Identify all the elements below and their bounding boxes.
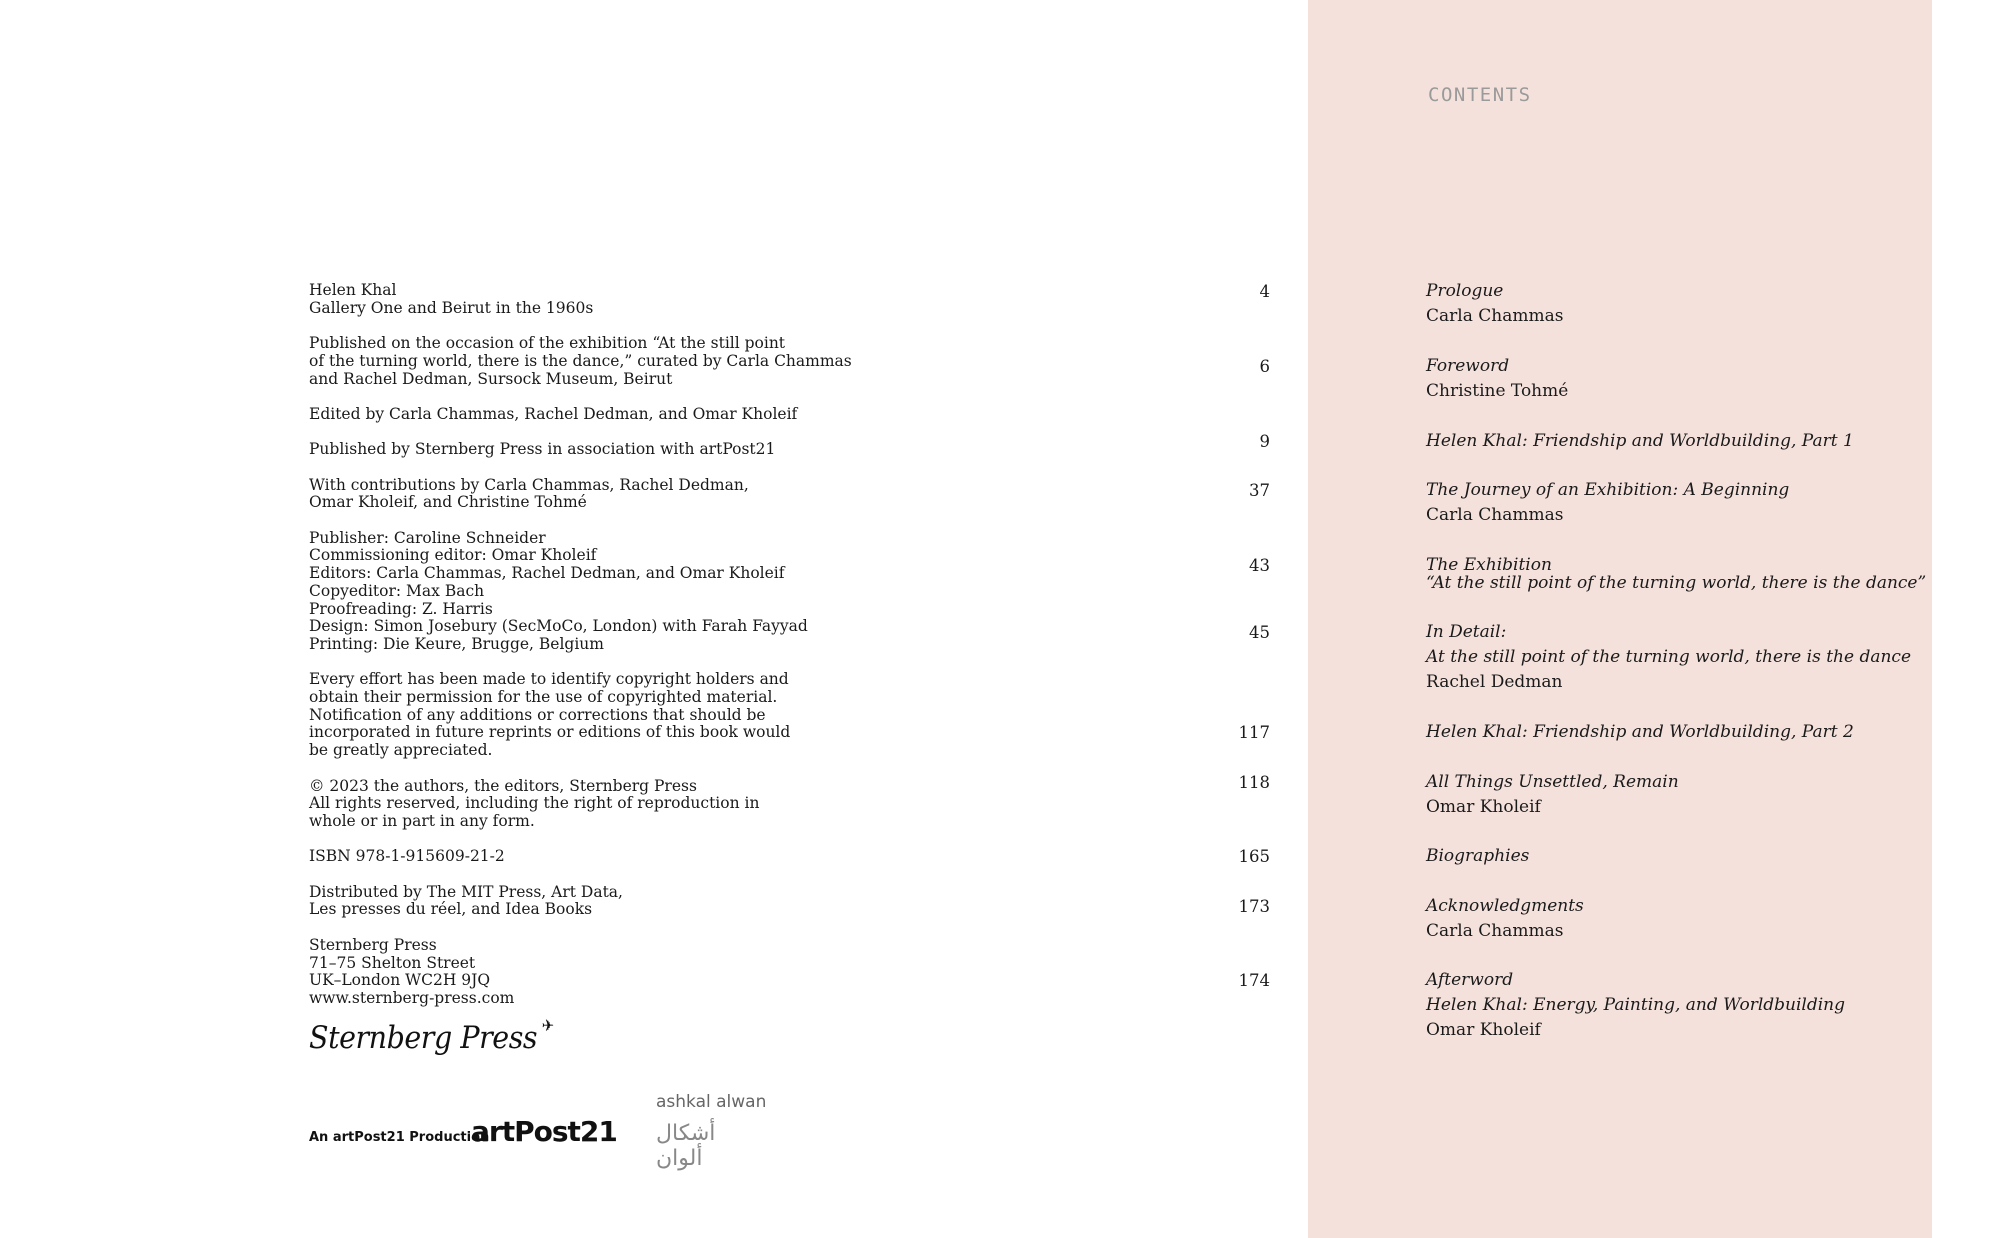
colophon (309, 282, 869, 1025)
toc-entry-acknowledgments (1426, 894, 1926, 944)
colophon-line: Notification of any additions or corrections that should be (309, 705, 766, 724)
toc-author: Carla Chammas (1426, 921, 1564, 941)
toc-author: Carla Chammas (1426, 306, 1564, 326)
toc-title: Helen Khal: Friendship and Worldbuilding, Part 1 (1426, 431, 1854, 451)
colophon-line: Publisher: Caroline Schneider (309, 528, 546, 547)
colophon-line: Copyeditor: Max Bach (309, 581, 485, 600)
colophon-line: Proofreading: Z. Harris (309, 599, 493, 618)
colophon-line: Published on the occasion of the exhibition “At the still point (309, 334, 786, 353)
ashkal-alwan-logo: ashkal alwan (656, 1092, 767, 1112)
colophon-line: of the turning world, there is the dance,” curated by Carla Chammas (309, 351, 852, 370)
colophon-line: and Rachel Dedman, Sursock Museum, Beirut (309, 369, 673, 388)
toc-title: In Detail: (1426, 622, 1507, 642)
toc-page-number: 6 (1259, 357, 1270, 376)
colophon-occasion (309, 335, 869, 388)
colophon-contributions (309, 477, 869, 512)
colophon-line: Distributed by The MIT Press, Art Data, (309, 882, 623, 901)
toc-title: All Things Unsettled, Remain (1426, 772, 1679, 792)
toc-entry-prologue (1426, 279, 1926, 329)
toc-page-number: 165 (1238, 847, 1270, 866)
toc-author: Omar Kholeif (1426, 1020, 1541, 1040)
toc-title: Helen Khal: Friendship and Worldbuilding, Part 2 (1426, 722, 1854, 742)
colophon-line: Les presses du réel, and Idea Books (309, 900, 593, 919)
colophon-line: incorporated in future reprints or editions of this book would (309, 723, 791, 742)
toc-entry-in-detail (1426, 620, 1926, 695)
colophon-line: Edited by Carla Chammas, Rachel Dedman, and Omar Kholeif (309, 404, 798, 423)
toc-page-number: 9 (1259, 432, 1270, 451)
toc-title: Acknowledgments (1426, 896, 1584, 916)
toc-title: Prologue (1426, 281, 1504, 301)
toc-subtitle: At the still point of the turning world, there is the dance (1426, 647, 1911, 667)
colophon-line: UK–London WC2H 9JQ (309, 971, 491, 990)
colophon-line: whole or in part in any form. (309, 811, 535, 830)
toc-author: Carla Chammas (1426, 505, 1564, 525)
toc-title: The Journey of an Exhibition: A Beginning (1426, 480, 1790, 500)
toc-page-number: 117 (1238, 723, 1270, 742)
toc-page-number: 174 (1238, 971, 1270, 990)
artpost-production-label: An artPost21 Production (309, 1130, 490, 1145)
toc-entry-journey (1426, 478, 1926, 528)
toc-entry-exhibition (1426, 556, 1926, 592)
toc-page-number: 4 (1259, 282, 1270, 301)
colophon-line: Design: Simon Josebury (SecMoCo, London) with Farah Fayyad (309, 617, 808, 636)
colophon-line: Omar Kholeif, and Christine Tohmé (309, 493, 587, 512)
colophon-credits (309, 530, 869, 654)
toc-author: Omar Kholeif (1426, 797, 1541, 817)
toc-author: Rachel Dedman (1426, 672, 1563, 692)
colophon-line: be greatly appreciated. (309, 741, 493, 760)
toc-subtitle: Helen Khal: Energy, Painting, and Worldbuilding (1426, 995, 1845, 1015)
toc-entry-afterword (1426, 968, 1926, 1043)
colophon-book-title (309, 282, 869, 317)
toc-author: Christine Tohmé (1426, 381, 1569, 401)
toc-entry-biographies (1426, 844, 1926, 869)
colophon-line: © 2023 the authors, the editors, Sternberg Press (309, 776, 697, 795)
toc-page-number: 118 (1238, 773, 1270, 792)
colophon-line: With contributions by Carla Chammas, Rachel Dedman, (309, 475, 749, 494)
toc-title: Biographies (1426, 846, 1530, 866)
toc-entry-friendship-part-2 (1426, 720, 1926, 745)
ashkal-alwan-arabic-logo: أشكال ألوان (656, 1121, 716, 1171)
colophon-published-by (309, 441, 869, 459)
colophon-line: Editors: Carla Chammas, Rachel Dedman, and Omar Kholeif (309, 564, 785, 583)
toc-title: The Exhibition (1426, 555, 1552, 575)
isbn: ISBN 978-1-915609-21-2 (309, 847, 505, 866)
toc-title: Foreword (1426, 356, 1510, 376)
colophon-line: Commissioning editor: Omar Kholeif (309, 546, 597, 565)
colophon-line: obtain their permission for the use of copyrighted material. (309, 688, 778, 707)
book-title: Helen Khal (309, 281, 397, 299)
toc-title: Afterword (1426, 970, 1514, 990)
colophon-line: Published by Sternberg Press in association with artPost21 (309, 440, 776, 459)
colophon-line: All rights reserved, including the right of reproduction in (309, 794, 760, 813)
colophon-isbn (309, 848, 869, 866)
toc-entry-friendship-part-1 (1426, 429, 1926, 454)
toc-page-number: 37 (1249, 481, 1270, 500)
colophon-distribution (309, 884, 869, 919)
contents-panel (1308, 0, 1932, 1238)
toc-page-number: 45 (1249, 623, 1270, 642)
colophon-copyright (309, 778, 869, 831)
colophon-address (309, 937, 869, 1008)
website-link: www.sternberg-press.com (309, 988, 515, 1007)
colophon-line: Printing: Die Keure, Brugge, Belgium (309, 634, 604, 653)
colophon-line: Every effort has been made to identify copyright holders and (309, 670, 789, 689)
artpost21-logo: artPost21 (471, 1115, 617, 1148)
toc-page-number: 173 (1238, 897, 1270, 916)
colophon-edited-by (309, 406, 869, 424)
colophon-copyright-notice (309, 671, 869, 760)
colophon-line: 71–75 Shelton Street (309, 953, 476, 972)
sternberg-press-logo: Sternberg Press ✈ (309, 1016, 554, 1056)
toc-entry-foreword (1426, 354, 1926, 404)
toc-entry-all-things-unsettled (1426, 770, 1926, 820)
toc-subtitle: “At the still point of the turning world, there is the dance” (1426, 573, 1927, 593)
contents-heading: CONTENTS (1428, 84, 1532, 106)
colophon-line: Sternberg Press (309, 935, 437, 954)
toc-page-number: 43 (1249, 556, 1270, 575)
book-subtitle: Gallery One and Beirut in the 1960s (309, 298, 594, 317)
